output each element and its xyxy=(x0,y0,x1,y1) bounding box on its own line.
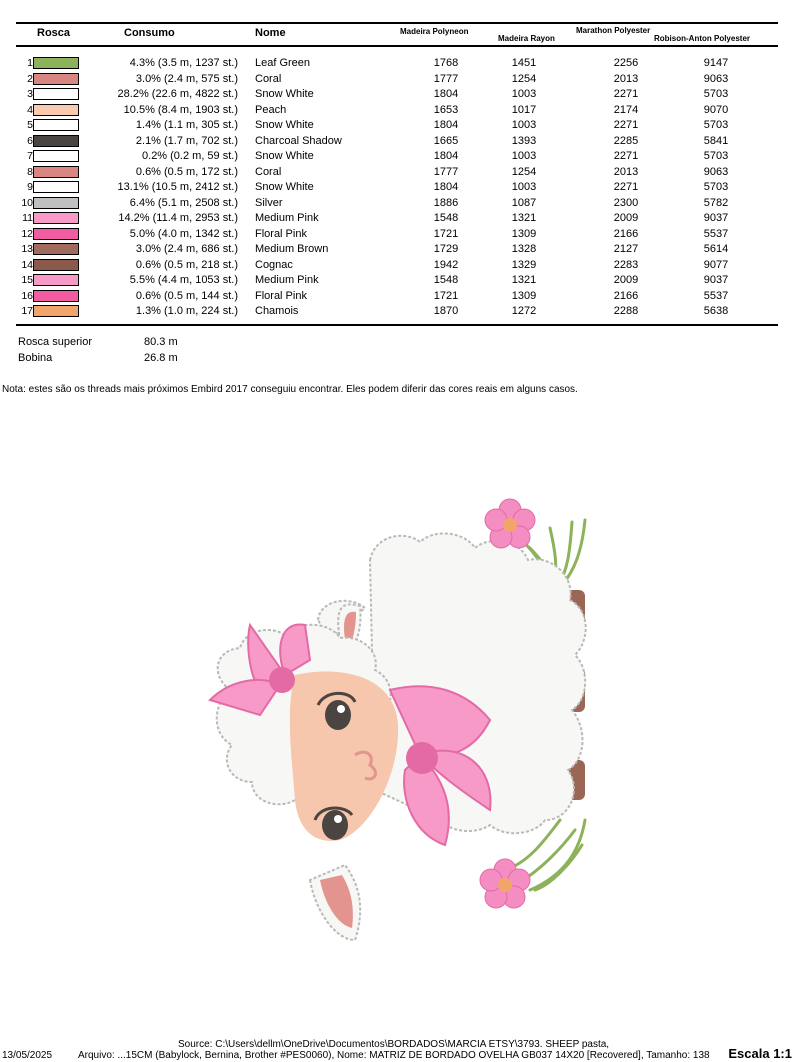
madeira-polyneon-code: 1886 xyxy=(433,196,459,209)
thread-name: Chamois xyxy=(255,305,299,317)
robison-anton-code: 9037 xyxy=(703,212,729,224)
robison-anton-code: 5614 xyxy=(703,243,729,255)
marathon-polyester-code: 2174 xyxy=(613,103,639,116)
madeira-rayon-code: 1321 xyxy=(511,212,537,224)
madeira-rayon-code: 1254 xyxy=(511,72,537,85)
marathon-polyester-code: 2013 xyxy=(613,165,639,178)
table-row xyxy=(16,211,778,227)
table-row xyxy=(16,289,778,305)
rosca-superior-value: 80.3 m xyxy=(144,336,178,348)
bobina-value: 26.8 m xyxy=(144,352,178,364)
robison-anton-code: 5703 xyxy=(703,181,729,193)
color-swatch xyxy=(33,290,79,302)
color-swatch xyxy=(33,228,79,240)
madeira-rayon-code: 1309 xyxy=(511,227,537,240)
marathon-polyester-code: 2271 xyxy=(613,150,639,162)
madeira-polyneon-code: 1548 xyxy=(433,274,459,286)
thread-number: 12 xyxy=(21,227,33,240)
thread-consumption: 1.3% (1.0 m, 224 st.) xyxy=(135,305,238,317)
thread-number: 14 xyxy=(21,258,33,271)
table-header-rule xyxy=(16,45,778,47)
marathon-polyester-code: 2166 xyxy=(613,289,639,302)
marathon-polyester-code: 2285 xyxy=(613,134,639,147)
thread-consumption: 0.6% (0.5 m, 144 st.) xyxy=(135,289,238,302)
madeira-polyneon-code: 1729 xyxy=(433,243,459,255)
thread-consumption: 0.2% (0.2 m, 59 st.) xyxy=(142,150,238,162)
thread-name: Snow White xyxy=(255,88,314,100)
thread-number: 3 xyxy=(27,88,33,100)
table-bottom-rule xyxy=(16,324,778,326)
madeira-rayon-code: 1254 xyxy=(511,165,537,178)
footer-scale: Escala 1:1 xyxy=(728,1046,792,1061)
thread-note: Nota: estes são os threads mais próximos Embird 2017 conseguiu encontrar. Eles podem diferir das cores reais em alguns casos. xyxy=(2,384,578,395)
robison-anton-code: 9063 xyxy=(703,165,729,178)
embroidery-design-sheep xyxy=(190,490,610,950)
color-swatch xyxy=(33,305,79,317)
table-row xyxy=(16,165,778,181)
madeira-rayon-code: 1017 xyxy=(511,103,537,116)
thread-name: Coral xyxy=(255,165,282,178)
marathon-polyester-code: 2127 xyxy=(613,243,639,255)
table-row xyxy=(16,196,778,212)
table-row xyxy=(16,227,778,243)
thread-number: 16 xyxy=(21,289,33,302)
thread-name: Silver xyxy=(255,196,283,209)
thread-name: Charcoal Shadow xyxy=(255,134,342,147)
color-swatch xyxy=(33,104,79,116)
marathon-polyester-code: 2271 xyxy=(613,88,639,100)
marathon-polyester-code: 2288 xyxy=(613,305,639,317)
thread-consumption: 28.2% (22.6 m, 4822 st.) xyxy=(117,88,238,100)
thread-consumption: 3.0% (2.4 m, 686 st.) xyxy=(135,243,238,255)
thread-consumption: 5.5% (4.4 m, 1053 st.) xyxy=(129,274,238,286)
robison-anton-code: 5537 xyxy=(703,227,729,240)
thread-number: 9 xyxy=(27,181,33,193)
thread-consumption: 14.2% (11.4 m, 2953 st.) xyxy=(118,212,238,224)
header-madeira-rayon: Madeira Rayon xyxy=(498,34,555,43)
madeira-polyneon-code: 1804 xyxy=(433,181,459,193)
footer-file-info: Arquivo: ...15CM (Babylock, Bernina, Brother #PES0060), Nome: MATRIZ DE BORDADO OVELHA GB037 14X20 [Recovered], Tamanho: 138 xyxy=(78,1050,710,1061)
madeira-polyneon-code: 1942 xyxy=(433,258,459,271)
color-swatch xyxy=(33,150,79,162)
thread-name: Snow White xyxy=(255,119,314,131)
madeira-polyneon-code: 1804 xyxy=(433,119,459,131)
thread-number: 7 xyxy=(27,150,33,162)
madeira-rayon-code: 1393 xyxy=(511,134,537,147)
robison-anton-code: 5537 xyxy=(703,289,729,302)
table-row xyxy=(16,56,778,72)
thread-number: 13 xyxy=(21,243,33,255)
table-row xyxy=(16,87,778,103)
robison-anton-code: 5703 xyxy=(703,119,729,131)
thread-number: 11 xyxy=(22,212,33,224)
madeira-rayon-code: 1087 xyxy=(511,196,537,209)
madeira-polyneon-code: 1870 xyxy=(433,305,459,317)
table-row xyxy=(16,304,778,320)
marathon-polyester-code: 2256 xyxy=(613,57,639,69)
color-swatch xyxy=(33,243,79,255)
thread-number: 8 xyxy=(27,165,33,178)
footer-date: 13/05/2025 xyxy=(2,1050,53,1061)
marathon-polyester-code: 2271 xyxy=(613,181,639,193)
madeira-rayon-code: 1003 xyxy=(511,181,537,193)
thread-name: Leaf Green xyxy=(255,57,311,69)
madeira-polyneon-code: 1804 xyxy=(433,88,459,100)
marathon-polyester-code: 2009 xyxy=(613,274,639,286)
header-madeira-polyneon: Madeira Polyneon xyxy=(400,27,469,36)
table-top-rule xyxy=(16,22,778,24)
header-rosca: Rosca xyxy=(37,27,71,39)
table-row xyxy=(16,72,778,88)
rosca-superior-label: Rosca superior xyxy=(18,336,92,348)
robison-anton-code: 9063 xyxy=(703,72,729,85)
color-swatch xyxy=(33,259,79,271)
marathon-polyester-code: 2271 xyxy=(613,119,639,131)
marathon-polyester-code: 2009 xyxy=(613,212,639,224)
table-row xyxy=(16,149,778,165)
marathon-polyester-code: 2166 xyxy=(613,227,639,240)
thread-name: Medium Brown xyxy=(255,243,329,255)
thread-name: Peach xyxy=(255,103,287,116)
footer-source: Source: C:\Users\dellm\OneDrive\Documentos\BORDADOS\MARCIA ETSY\3793. SHEEP pasta, xyxy=(178,1039,610,1050)
header-consumo: Consumo xyxy=(124,27,175,39)
madeira-polyneon-code: 1777 xyxy=(433,165,459,178)
madeira-polyneon-code: 1768 xyxy=(433,57,459,69)
madeira-rayon-code: 1321 xyxy=(511,274,537,286)
madeira-polyneon-code: 1721 xyxy=(433,289,459,302)
madeira-rayon-code: 1003 xyxy=(511,88,537,100)
color-swatch xyxy=(33,212,79,224)
table-row xyxy=(16,134,778,150)
thread-name: Coral xyxy=(255,72,282,85)
thread-number: 17 xyxy=(21,305,33,317)
header-nome: Nome xyxy=(255,27,286,39)
flower-top-icon xyxy=(485,499,535,548)
thread-number: 10 xyxy=(21,196,33,209)
thread-name: Medium Pink xyxy=(255,274,319,286)
thread-name: Cognac xyxy=(255,258,293,271)
robison-anton-code: 5703 xyxy=(703,150,729,162)
thread-number: 5 xyxy=(27,119,33,131)
thread-name: Snow White xyxy=(255,150,314,162)
bobina-label: Bobina xyxy=(18,352,53,364)
robison-anton-code: 5841 xyxy=(703,134,729,147)
robison-anton-code: 9037 xyxy=(703,274,729,286)
robison-anton-code: 5703 xyxy=(703,88,729,100)
color-swatch xyxy=(33,181,79,193)
header-marathon-polyester: Marathon Polyester xyxy=(576,26,651,35)
thread-consumption: 2.1% (1.7 m, 702 st.) xyxy=(135,134,238,147)
table-row xyxy=(16,118,778,134)
color-swatch xyxy=(33,166,79,178)
robison-anton-code: 9077 xyxy=(703,258,729,271)
madeira-polyneon-code: 1548 xyxy=(433,212,459,224)
thread-number: 4 xyxy=(27,103,33,116)
thread-consumption: 0.6% (0.5 m, 218 st.) xyxy=(135,258,238,271)
madeira-rayon-code: 1329 xyxy=(511,258,537,271)
thread-number: 6 xyxy=(27,134,33,147)
thread-number: 2 xyxy=(27,72,33,85)
thread-consumption: 10.5% (8.4 m, 1903 st.) xyxy=(123,103,238,116)
marathon-polyester-code: 2300 xyxy=(613,196,639,209)
madeira-polyneon-code: 1777 xyxy=(433,72,459,85)
table-row xyxy=(16,103,778,119)
madeira-rayon-code: 1328 xyxy=(511,243,537,255)
thread-consumption: 6.4% (5.1 m, 2508 st.) xyxy=(129,196,238,209)
thread-consumption: 0.6% (0.5 m, 172 st.) xyxy=(135,165,238,178)
thread-name: Snow White xyxy=(255,181,314,193)
madeira-rayon-code: 1003 xyxy=(511,150,537,162)
thread-number: 1 xyxy=(27,57,33,69)
madeira-polyneon-code: 1804 xyxy=(433,150,459,162)
color-swatch xyxy=(33,274,79,286)
flower-bottom-icon xyxy=(480,859,530,908)
color-swatch xyxy=(33,73,79,85)
table-row xyxy=(16,242,778,258)
color-swatch xyxy=(33,119,79,131)
madeira-polyneon-code: 1653 xyxy=(433,103,459,116)
madeira-rayon-code: 1309 xyxy=(511,289,537,302)
thread-consumption: 1.4% (1.1 m, 305 st.) xyxy=(135,119,238,131)
table-row xyxy=(16,180,778,196)
madeira-rayon-code: 1272 xyxy=(511,305,537,317)
table-row xyxy=(16,273,778,289)
robison-anton-code: 5638 xyxy=(703,305,729,317)
thread-consumption: 5.0% (4.0 m, 1342 st.) xyxy=(129,227,238,240)
robison-anton-code: 9070 xyxy=(703,103,729,116)
marathon-polyester-code: 2013 xyxy=(613,72,639,85)
color-swatch xyxy=(33,135,79,147)
thread-name: Floral Pink xyxy=(255,289,307,302)
color-swatch xyxy=(33,57,79,69)
table-row xyxy=(16,258,778,274)
color-swatch xyxy=(33,197,79,209)
robison-anton-code: 5782 xyxy=(703,196,729,209)
madeira-polyneon-code: 1721 xyxy=(433,227,459,240)
robison-anton-code: 9147 xyxy=(703,57,729,69)
madeira-rayon-code: 1003 xyxy=(511,119,537,131)
thread-consumption: 3.0% (2.4 m, 575 st.) xyxy=(135,72,238,85)
thread-consumption: 13.1% (10.5 m, 2412 st.) xyxy=(117,181,238,193)
thread-number: 15 xyxy=(21,274,33,286)
thread-name: Medium Pink xyxy=(255,212,319,224)
color-swatch xyxy=(33,88,79,100)
madeira-rayon-code: 1451 xyxy=(511,57,537,69)
thread-name: Floral Pink xyxy=(255,227,307,240)
header-robison-anton: Robison-Anton Polyester xyxy=(654,34,751,43)
thread-consumption: 4.3% (3.5 m, 1237 st.) xyxy=(129,57,238,69)
madeira-polyneon-code: 1665 xyxy=(433,134,459,147)
marathon-polyester-code: 2283 xyxy=(613,258,639,271)
